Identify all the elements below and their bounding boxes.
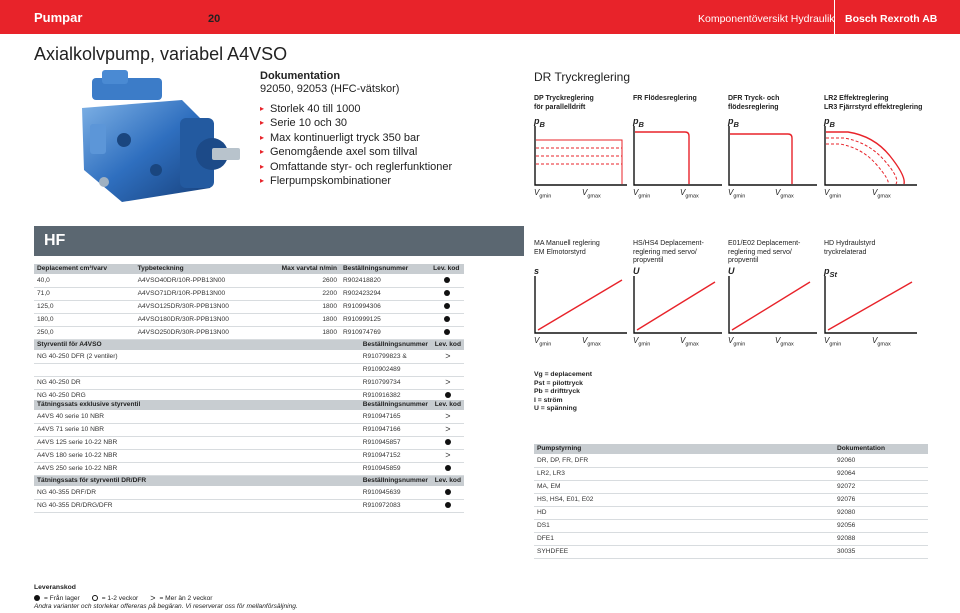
greater-than-icon: > (445, 351, 451, 361)
diagram-label-lr: LR2 Effektreglering LR3 Fjärrstyrd effektreglering (824, 95, 923, 111)
diagram-label-fr: FR Flödesreglering (633, 95, 697, 102)
col-header: Typbeteckning (135, 264, 261, 274)
legend-text: = Mer än 2 veckor (159, 594, 213, 602)
table-cell: 1800 (260, 300, 340, 313)
table-cell: R910902489 (360, 363, 432, 376)
table-row (34, 326, 464, 339)
legend-text: = Från lager (44, 594, 80, 602)
table-cell: A4VSO40DR/10R-PPB13N00 (135, 274, 261, 287)
axis-label-vgmax: $V_{gmax}$ (582, 188, 601, 200)
table-cell: 92064 (834, 467, 928, 480)
table-cell: NG 40-355 DR/DRG/DFR (34, 499, 360, 512)
col-header: Deplacement cm³/varv (34, 264, 135, 274)
table-cell: 92060 (834, 454, 928, 467)
table-cell (432, 410, 464, 423)
table-cell: 1800 (260, 326, 340, 339)
legend-text: = 1-2 veckor (101, 594, 139, 602)
axis-label-vgmin: $V_{gmin}$ (824, 188, 842, 200)
pump-control-doc-table (534, 444, 928, 559)
table-header-row (34, 476, 464, 486)
table-cell (432, 499, 464, 512)
mode-label: MA Manuell reglering EM Elmotorstyrd (534, 240, 600, 256)
brand-box (834, 0, 960, 34)
greater-than-icon: > (150, 593, 156, 603)
axis-label-vgmax: $V_{gmax}$ (582, 336, 601, 348)
axis-label-vgmin: $V_{gmin}$ (534, 336, 552, 348)
table-cell: 250,0 (34, 326, 135, 339)
product-table (34, 264, 464, 340)
in-stock-dot-icon (444, 290, 450, 296)
table-row (34, 274, 464, 287)
term-item: I = ström (534, 396, 563, 404)
table-cell: R902423294 (340, 287, 430, 300)
col-header: Tätningssats exklusive styrventil (34, 400, 360, 410)
feature-item: ▸ Storlek 40 till 1000 (260, 102, 452, 116)
delivery-code-title: Leveranskod (34, 584, 76, 591)
table-row (534, 467, 928, 480)
greater-than-icon: > (445, 411, 451, 421)
table-cell: NG 40-250 DR (34, 376, 360, 389)
table-row (534, 493, 928, 506)
table-cell: R910999125 (340, 313, 430, 326)
control-valve-table (34, 340, 464, 403)
pump-image (62, 70, 242, 220)
table-cell: A4VS 71 serie 10 NBR (34, 423, 360, 436)
table-cell: A4VS 40 serie 10 NBR (34, 410, 360, 423)
table-cell (432, 376, 464, 389)
axis-label-vgmax: $V_{gmax}$ (872, 336, 891, 348)
feature-list (260, 102, 452, 188)
table-row (534, 545, 928, 558)
table-cell: 2200 (260, 287, 340, 300)
table-cell: 71,0 (34, 287, 135, 300)
table-cell: A4VS 125 serie 10-22 NBR (34, 436, 360, 449)
col-header: Lev. kod (432, 340, 464, 350)
in-stock-dot-icon (444, 303, 450, 309)
table-cell (34, 363, 360, 376)
table-row (34, 376, 464, 389)
col-header: Styrventil för A4VSO (34, 340, 360, 350)
table-cell: A4VS 180 serie 10-22 NBR (34, 449, 360, 462)
col-header: Beställningsnummer (360, 400, 432, 410)
table-cell: R910974769 (340, 326, 430, 339)
symbol-legend (534, 371, 592, 414)
table-cell (430, 313, 464, 326)
mode-label: HS/HS4 Deplacement- reglering med servo/ propventil (633, 240, 704, 264)
table-row (34, 499, 464, 512)
dr-section-title: DR Tryckreglering (534, 70, 631, 84)
table-cell (432, 449, 464, 462)
table-cell: 1800 (260, 313, 340, 326)
table-row (34, 363, 464, 376)
col-header: Beställningsnummer (340, 264, 430, 274)
table-cell: A4VSO71DR/10R-PPB13N00 (135, 287, 261, 300)
axis-label-s: s (534, 266, 540, 276)
axis-label-pb: $p_B$ (534, 116, 545, 129)
col-header: Pumpstyrning (534, 444, 834, 454)
table-cell: 40,0 (34, 274, 135, 287)
ring-icon (92, 595, 98, 601)
axis-label-vgmin: $V_{gmin}$ (633, 336, 651, 348)
axis-label-vgmax: $V_{gmax}$ (872, 188, 891, 200)
header-bar (0, 0, 960, 34)
table-cell: 92056 (834, 519, 928, 532)
diagram-fr (633, 126, 723, 186)
table-cell: R910947166 (360, 423, 432, 436)
diagram-label-dfr: DFR Tryck- och flödesreglering (728, 95, 780, 111)
axis-label-vgmax: $V_{gmax}$ (775, 336, 794, 348)
col-header: Dokumentation (834, 444, 928, 454)
table-cell: 125,0 (34, 300, 135, 313)
table-cell: R910799734 (360, 376, 432, 389)
col-header: Max varvtal n/min (260, 264, 340, 274)
table-cell: A4VS 250 serie 10-22 NBR (34, 462, 360, 475)
col-header: Lev. kod (432, 476, 464, 486)
col-header: Lev. kod (430, 264, 464, 274)
axis-label-pb: $p_B$ (824, 116, 835, 129)
table-cell: R910947152 (360, 449, 432, 462)
table-row (34, 350, 464, 363)
table-header-row (534, 444, 928, 454)
table-cell (432, 363, 464, 376)
in-stock-dot-icon (34, 595, 40, 601)
table-cell: 30035 (834, 545, 928, 558)
table-cell: DFE1 (534, 532, 834, 545)
in-stock-dot-icon (445, 489, 451, 495)
footnote: Andra varianter och storlekar offereras på begäran. Vi reserverar oss för mellanförsäljning. (34, 603, 298, 610)
table-cell: DR, DP, FR, DFR (534, 454, 834, 467)
table-cell: R910994306 (340, 300, 430, 313)
table-cell: 92088 (834, 532, 928, 545)
axis-label-vgmax: $V_{gmax}$ (775, 188, 794, 200)
axis-label-vgmin: $V_{gmin}$ (728, 188, 746, 200)
axis-label-pst: $p_{St}$ (824, 266, 837, 279)
table-row (34, 300, 464, 313)
feature-item: ▸ Serie 10 och 30 (260, 116, 452, 130)
table-cell: R910799823 & (360, 350, 432, 363)
table-row (534, 480, 928, 493)
table-row (534, 519, 928, 532)
table-cell: R910945857 (360, 436, 432, 449)
table-cell (432, 423, 464, 436)
table-cell (430, 300, 464, 313)
table-cell (432, 350, 464, 363)
mode-label: HD Hydraulstyrd tryckrelaterad (824, 240, 876, 256)
table-row (34, 486, 464, 499)
greater-than-icon: > (445, 424, 451, 434)
in-stock-dot-icon (444, 316, 450, 322)
table-row (34, 462, 464, 475)
table-cell: R910972083 (360, 499, 432, 512)
axis-label-vgmax: $V_{gmax}$ (680, 188, 699, 200)
in-stock-dot-icon (445, 465, 451, 471)
axis-label-pb: $p_B$ (728, 116, 739, 129)
doc-value: 92050, 92053 (HFC-vätskor) (260, 83, 400, 95)
table-cell (430, 274, 464, 287)
table-cell: HD (534, 506, 834, 519)
table-row (534, 532, 928, 545)
mode-label: E01/E02 Deplacement- reglering med servo/ propventil (728, 240, 801, 264)
seal-kit-table (34, 400, 464, 476)
table-row (34, 410, 464, 423)
in-stock-dot-icon (445, 439, 451, 445)
greater-than-icon: > (445, 450, 451, 460)
feature-item: ▸ Flerpumpskombinationer (260, 174, 452, 188)
axis-label-u: U (728, 266, 735, 276)
table-cell: NG 40-250 DFR (2 ventiler) (34, 350, 360, 363)
table-cell: A4VSO250DR/30R-PPB13N00 (135, 326, 261, 339)
table-cell: MA, EM (534, 480, 834, 493)
axis-label-vgmin: $V_{gmin}$ (534, 188, 552, 200)
term-item: Pb = drifttryck (534, 388, 580, 395)
axis-label-vgmin: $V_{gmin}$ (633, 188, 651, 200)
table-cell: 180,0 (34, 313, 135, 326)
table-row (534, 454, 928, 467)
table-cell (432, 436, 464, 449)
diagram-lr (824, 126, 918, 186)
diagram-dfr (728, 126, 818, 186)
brand-name: Bosch Rexroth AB (845, 13, 938, 25)
table-cell: NG 40-250 DRG (34, 389, 360, 402)
table-cell: 92080 (834, 506, 928, 519)
table-cell: LR2, LR3 (534, 467, 834, 480)
diagram-hd (824, 276, 918, 334)
table-row (34, 423, 464, 436)
term-item: Vg = deplacement (534, 371, 592, 378)
hf-badge: HF (34, 226, 524, 256)
table-row (34, 436, 464, 449)
diagram-e01 (728, 276, 818, 334)
diagram-label-dp: DP Tryckreglering för parallelldrift (534, 95, 594, 111)
section-title: Pumpar (34, 10, 83, 25)
breadcrumb: Komponentöversikt Hydraulik (698, 13, 835, 25)
feature-item: ▸ Genomgående axel som tillval (260, 145, 452, 159)
table-cell: HS, HS4, E01, E02 (534, 493, 834, 506)
term-item: U = spänning (534, 405, 577, 412)
table-cell: R910916382 (360, 389, 432, 402)
term-item: Pst = pilottryck (534, 379, 583, 387)
table-cell: R902418820 (340, 274, 430, 287)
table-cell (430, 287, 464, 300)
axis-label-vgmax: $V_{gmax}$ (680, 336, 699, 348)
table-cell: 92076 (834, 493, 928, 506)
diagram-hs (633, 276, 723, 334)
in-stock-dot-icon (444, 329, 450, 335)
table-cell (432, 486, 464, 499)
feature-item: ▸ Omfattande styr- och reglerfunktioner (260, 160, 452, 174)
valve-seal-kit-table (34, 476, 464, 513)
axis-label-pb: $p_B$ (633, 116, 644, 129)
col-header: Tätningssats för styrventil DR/DFR (34, 476, 360, 486)
feature-item: ▸ Max kontinuerligt tryck 350 bar (260, 131, 452, 145)
table-row (34, 287, 464, 300)
greater-than-icon: > (445, 377, 451, 387)
diagram-ma (534, 276, 628, 334)
table-cell: 2600 (260, 274, 340, 287)
table-row (534, 506, 928, 519)
table-cell: DS1 (534, 519, 834, 532)
delivery-code-legend (34, 594, 212, 602)
table-row (34, 313, 464, 326)
table-cell: A4VSO180DR/30R-PPB13N00 (135, 313, 261, 326)
in-stock-dot-icon (445, 392, 451, 398)
table-cell: R910945639 (360, 486, 432, 499)
table-cell: NG 40-355 DRF/DR (34, 486, 360, 499)
col-header: Lev. kod (432, 400, 464, 410)
table-cell: R910945859 (360, 462, 432, 475)
page-title: Axialkolvpump, variabel A4VSO (34, 44, 288, 64)
axis-label-vgmin: $V_{gmin}$ (728, 336, 746, 348)
table-header-row (34, 400, 464, 410)
page-number: 20 (208, 13, 221, 25)
table-header-row (34, 264, 464, 274)
col-header: Beställningsnummer (360, 340, 432, 350)
table-cell: 92072 (834, 480, 928, 493)
table-cell (432, 462, 464, 475)
table-cell: A4VSO125DR/30R-PPB13N00 (135, 300, 261, 313)
table-header-row (34, 340, 464, 350)
table-cell: SYHDFEE (534, 545, 834, 558)
table-cell: R910947165 (360, 410, 432, 423)
in-stock-dot-icon (445, 502, 451, 508)
axis-label-u: U (633, 266, 640, 276)
axis-label-vgmin: $V_{gmin}$ (824, 336, 842, 348)
table-cell (430, 326, 464, 339)
table-row (34, 449, 464, 462)
in-stock-dot-icon (444, 277, 450, 283)
col-header: Beställningsnummer (360, 476, 432, 486)
doc-heading: Dokumentation (260, 70, 341, 82)
diagram-dp (534, 126, 628, 186)
